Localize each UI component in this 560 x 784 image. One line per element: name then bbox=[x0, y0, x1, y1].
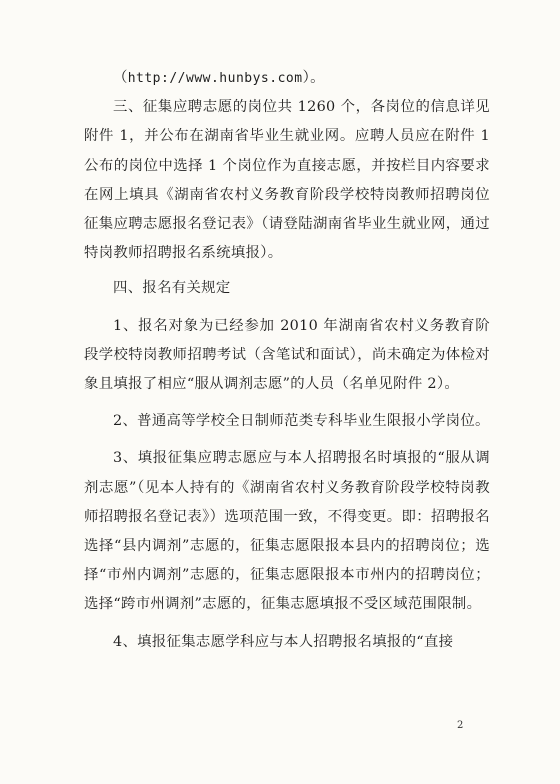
rule-3: 3、填报征集应聘志愿应与本人招聘报名时填报的“服从调剂志愿”（见本人持有的《湖南省农村义务教育阶段学校特岗教师招聘报名登记表》）选项范围一致，不得变更。即：招聘报名选择“县内调剂”志愿的，征集志愿限报本县内的招聘岗位；选择“市州内调剂”志愿的，征集志愿限报本市州内的招聘岗位；选择“跨市州调剂”志愿的，征集志愿填报不受区域范围限制。 bbox=[84, 450, 490, 613]
section-heading-registration-rules: 四、报名有关规定 bbox=[113, 280, 231, 297]
paragraph-positions: 三、征集应聘志愿的岗位共 1260 个，各岗位的信息详见附件 1，并公布在湖南省毕业生就业网。应聘人员应在附件 1 公布的岗位中选择 1 个岗位作为直接志愿，并按栏目内容要求在网上填具《湖南省农村义务教育阶段学校特岗教师招聘岗位征集应聘志愿报名登记表》（请登陆湖南省毕业生就业网，通过特岗教师招聘报名系统填报）。 bbox=[84, 99, 490, 262]
website-link[interactable]: http://www.hunbys.com bbox=[127, 71, 303, 86]
rule-4: 4、填报征集志愿学科应与本人招聘报名填报的“直接 bbox=[113, 633, 454, 650]
rule-2: 2、普通高等学校全日制师范类专科毕业生限报小学岗位。 bbox=[113, 413, 490, 430]
document-body bbox=[84, 64, 490, 657]
page-number: 2 bbox=[457, 720, 464, 731]
url-line bbox=[84, 64, 490, 93]
url-suffix: ）。 bbox=[302, 70, 325, 86]
url-prefix: （ bbox=[113, 70, 128, 86]
rule-1: 1、报名对象为已经参加 2010 年湖南省农村义务教育阶段学校特岗教师招聘考试（含笔试和面试），尚未确定为体检对象且填报了相应“服从调剂志愿”的人员（名单见附件 2）。 bbox=[84, 317, 490, 393]
